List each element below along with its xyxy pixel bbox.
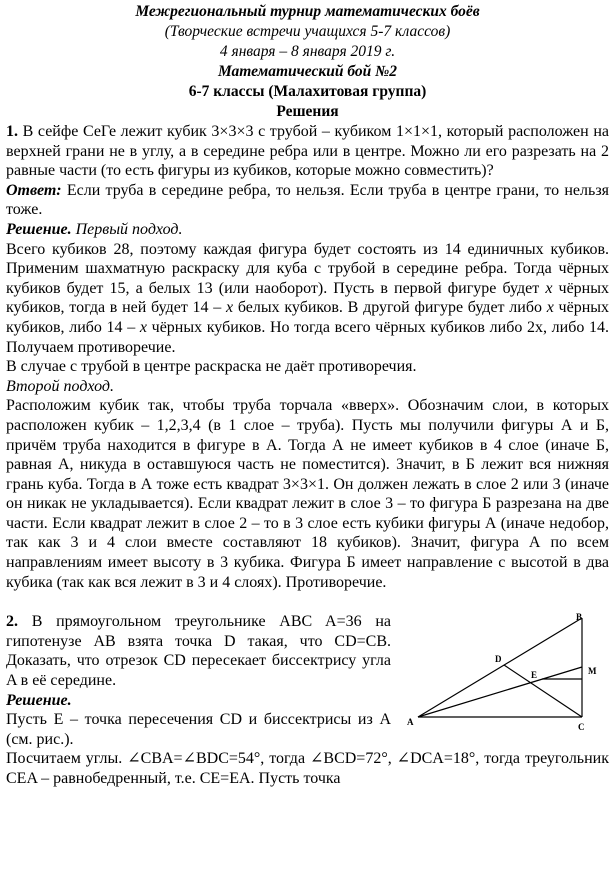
label-e: E (531, 670, 538, 681)
problem-2-paragraph-2: Посчитаем углы. ∠CBA=∠BDC=54°, тогда ∠BCD=72°, ∠DCA=18°, тогда треугольник CEA – равнобедренный, т.е. CE=EA. Пусть точка (6, 750, 609, 787)
variable-x: x (139, 318, 147, 336)
solutions-heading: Решения (276, 103, 339, 120)
text-segment: чёрных кубиков, либо 14 – (6, 299, 610, 336)
variable-x: x (545, 279, 553, 297)
bisector-am (418, 667, 582, 717)
text-segment: Всего кубиков 28, поэтому каждая фигура будет состоять из 14 единичных кубиков. Применим шахматную раскраску для куба с трубой в середине ребра. Тогда чёрных кубиков будет 15, а белых 13 (или наоборот). Пусть в первой фигуре будет (6, 240, 609, 297)
label-a: A (407, 717, 414, 728)
grade-group: 6-7 классы (Малахитовая группа) (188, 83, 427, 100)
label-d: D (495, 654, 502, 665)
hypotenuse-ab (418, 618, 582, 717)
spacer (6, 592, 609, 612)
tournament-title: Межрегиональный турнир математических боёв (135, 3, 480, 20)
problem-2-paragraph-1: Пусть E – точка пересечения CD и биссектрисы из A (см. рис.). (6, 711, 391, 748)
problem-2-statement (6, 612, 391, 690)
label-b: B (576, 612, 583, 623)
problem-1-solution-heading (6, 220, 609, 240)
variable-x: x (546, 299, 554, 317)
problem-2-number: 2. (6, 613, 18, 631)
problem-1-paragraph-1 (6, 240, 609, 358)
answer-text: Если труба в середине ребра, то нельзя. Если труба в центре грани, то нельзя тоже. (6, 181, 609, 219)
text-segment: чёрных кубиков. Но тогда всего чёрных кубиков либо 2x, либо 14. Получаем противоречие. (6, 318, 609, 356)
problem-1-paragraph-3: Расположим кубик так, чтобы труба торчала «вверх». Обозначим слои, в которых расположен кубик – 1,2,3,4 (в 1 слое – труба). Пусть мы получили фигуры А и Б, причём труба находится в фигуре в А. Тогда А не имеет кубиков в 4 слое (иначе Б, равная А, никуда в оставшуюся часть не поместится). Значит, в Б лежит вся нижняя грань куба. Тогда в А тоже есть квадрат 3×3×1. Он должен лежать в слое 2 или 3 (иначе он никак не укладывается). Если квадрат лежит в слое 3 – то фигура Б разрезана на две части. Если квадрат лежит в слое 2 – то в 3 слое есть кубики фигуры А (иначе недобор, так как 3 и 4 слои вместе составляют 18 кубиков). Значит, фигура А по всем направлениям имеет высоту в 3 кубика. Фигура Б имеет направление с высотой в два кубика (так как вся лежит в 3 и 4 слоях). Противоречие. (6, 397, 609, 591)
second-approach-label: Второй подход. (6, 377, 114, 395)
problem-1-statement (6, 122, 609, 181)
tournament-subtitle: (Творческие встречи учащихся 5-7 классов) (164, 23, 451, 40)
problem-1-paragraph-2: В случае с трубой в центре раскраска не даёт противоречия. (6, 358, 417, 376)
label-m: M (588, 666, 597, 677)
first-approach-label: Первый подход. (71, 220, 183, 238)
problem-1-answer (6, 181, 609, 220)
solution-label: Решение. (6, 220, 72, 238)
problem-2-text: В прямоугольном треугольнике ABC A=36 на гипотенузе AB взята точка D такая, что CD=CB. Доказать, что отрезок CD пересекает биссектрису угла A в её середине. (6, 613, 391, 690)
problem-1-number: 1. (6, 123, 18, 140)
battle-title: Математический бой №2 (217, 63, 398, 80)
text-segment: белых кубиков. В другой фигуре будет либо (233, 299, 547, 317)
triangle-figure (404, 612, 609, 737)
text-segment: чёрных кубиков, тогда в ней будет 14 – (6, 279, 609, 317)
problem-1-text: В сейфе СеГе лежит кубик 3×3×3 с трубой – кубиком 1×1×1, который расположен на верхней грани не в углу, а в середине ребра или в центре. Можно ли его разрезать на 2 равные части (то есть фигуры из кубиков, которые можно совместить)? (6, 123, 609, 180)
tournament-dates: 4 января – 8 января 2019 г. (219, 43, 396, 60)
answer-label: Ответ: (6, 181, 62, 199)
variable-x: x (226, 299, 234, 317)
segment-cd (504, 665, 582, 717)
label-c: C (578, 722, 585, 733)
problem-2-solution-label: Решение. (6, 691, 72, 709)
problem-2-block (6, 612, 609, 749)
